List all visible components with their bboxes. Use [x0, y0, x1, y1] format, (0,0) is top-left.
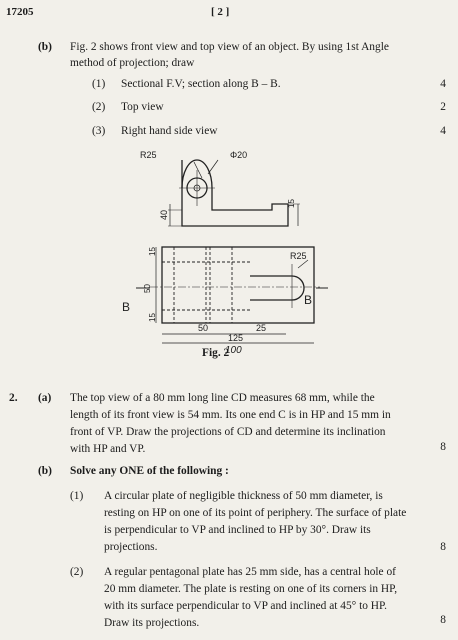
q1b-text-line1-content: Fig. 2 shows front view and top view of an object. By using 1st Angle: [70, 41, 389, 53]
dim-dia20: Φ20: [230, 150, 248, 160]
q1b-item2-marks: 2: [440, 101, 446, 113]
q1b-label: (b): [38, 41, 52, 53]
q1b-item2-num: (2): [92, 101, 106, 113]
q1b-item1-text: Sectional F.V; section along B – B.: [121, 78, 281, 90]
q2a-marks: 8: [440, 441, 446, 453]
q2b-item2-line1: A regular pentagonal plate has 25 mm side, has a central hole of: [104, 566, 396, 578]
q2b-item1-marks: 8: [440, 541, 446, 553]
q1b-item1-num: (1): [92, 78, 106, 90]
q2b-item2-marks: 8: [440, 614, 446, 626]
figure-2-drawing: [110, 146, 340, 368]
q2a-line2: length of its front view is 54 mm. Its one end C is in HP and 15 mm in: [70, 409, 391, 421]
q2b-item1-line2: resting on HP on one of its point of periphery. The surface of plate: [104, 507, 407, 519]
q2b-item1-line3: is perpendicular to VP and inclined to HP by 30°. Draw its: [104, 524, 371, 536]
dim-15-right: 15: [287, 199, 296, 208]
figure-caption: Fig. 2: [202, 347, 230, 359]
q2b-item2-num: (2): [70, 566, 84, 578]
q2b-label: (b): [38, 465, 52, 477]
dim-100-handwritten: 100: [225, 345, 242, 356]
q2-number: 2.: [9, 392, 18, 404]
q1b-item1-marks: 4: [440, 78, 446, 90]
dim-r25-right: R25: [290, 251, 307, 261]
dim-15-bottom: 15: [148, 313, 157, 322]
paper-code: 17205: [6, 6, 34, 18]
dim-r25-top: R25: [140, 150, 157, 160]
q1b-item3-marks: 4: [440, 125, 446, 137]
page-number: [ 2 ]: [211, 6, 230, 18]
section-label-b-left: B: [122, 300, 131, 314]
section-label-b-right: B: [304, 293, 313, 307]
dim-40: 40: [159, 209, 169, 220]
q2b-item2-line4: Draw its projections.: [104, 617, 200, 629]
q1b-item2-text: Top view: [121, 101, 164, 113]
q2b-item2-line3: with its surface perpendicular to VP and inclined at 45° to HP.: [104, 600, 387, 612]
q2b-item1-line1: A circular plate of negligible thickness of 50 mm diameter, is: [104, 490, 383, 502]
q1b-text-line2: method of projection; draw: [70, 57, 195, 69]
q1b-item3-text: Right hand side view: [121, 125, 218, 137]
q2b-item1-num: (1): [70, 490, 84, 502]
dim-50-left: 50: [143, 284, 152, 293]
q2b-heading: Solve any ONE of the following :: [70, 465, 229, 477]
q1b-item3-num: (3): [92, 125, 106, 137]
q2b-item1-line4: projections.: [104, 541, 158, 553]
q2a-line3: front of VP. Draw the projections of CD and determine its inclination: [70, 426, 386, 438]
dim-25: 25: [256, 323, 267, 333]
q2a-label: (a): [38, 392, 52, 404]
q1b-text-line1: [70, 41, 389, 53]
dim-125: 125: [228, 333, 244, 343]
q2b-item2-line2: 20 mm diameter. The plate is resting on one of its corners in HP,: [104, 583, 398, 595]
dim-50: 50: [198, 323, 209, 333]
dim-15-top: 15: [148, 247, 157, 256]
q2a-line4: with HP and VP.: [70, 443, 146, 455]
q2a-line1: The top view of a 80 mm long line CD measures 68 mm, while the: [70, 392, 375, 404]
top-view-slot: [250, 276, 304, 300]
